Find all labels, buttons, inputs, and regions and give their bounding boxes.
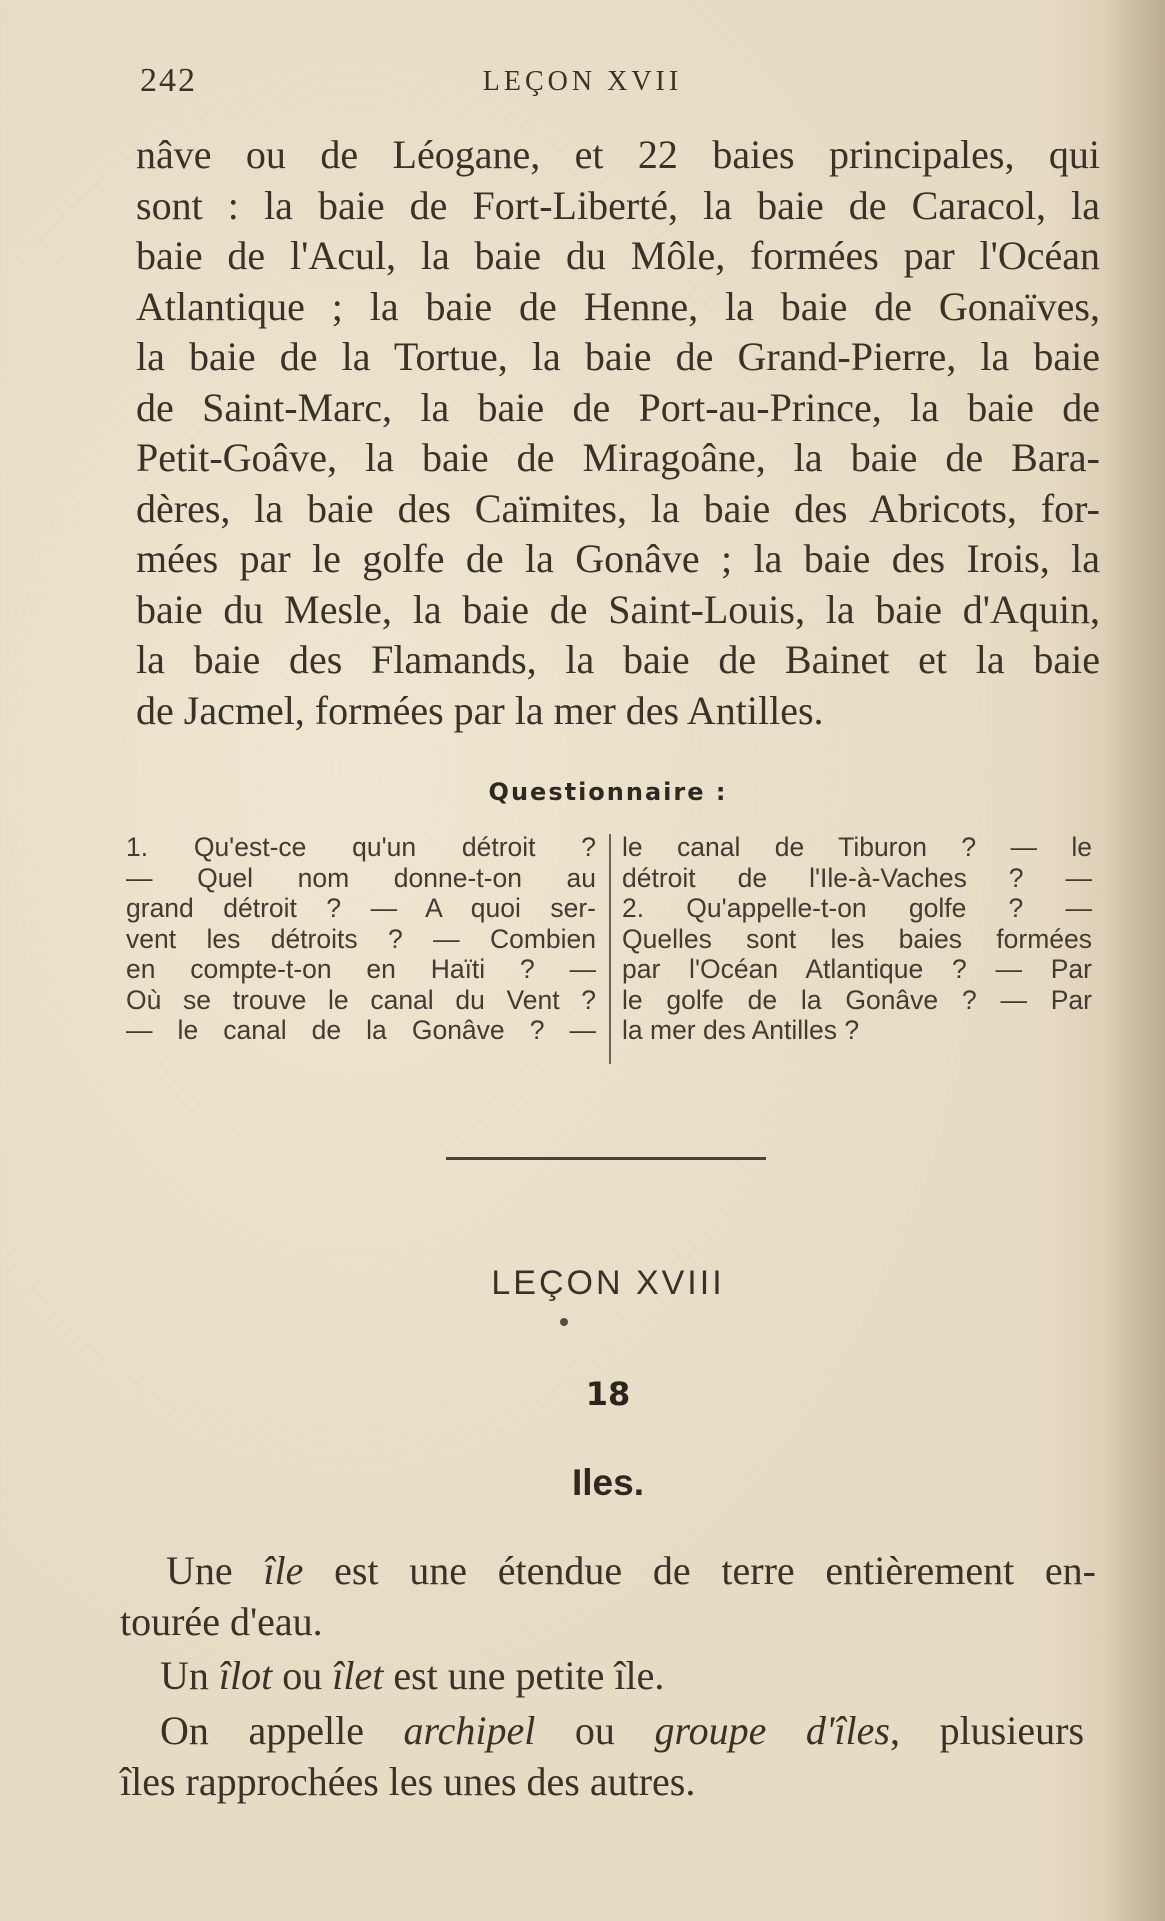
definition-ile-continued: tourée d'eau. xyxy=(120,1599,323,1644)
definition-ilot xyxy=(160,1651,664,1702)
question-line: par l'Océan Atlantique ? — Par xyxy=(622,954,1092,984)
question-line: en compte-t-on en Haïti ? — xyxy=(126,954,596,984)
ornament-dot xyxy=(560,1318,568,1326)
question-line: — le canal de la Gonâve ? — xyxy=(126,1015,596,1045)
question-line: le canal de Tiburon ? — le xyxy=(622,832,1092,862)
body-line: Petit-Goâve, la baie de Miragoâne, la baie de Bara- xyxy=(136,435,1100,480)
body-line: de Saint-Marc, la baie de Port-au-Prince, la baie de xyxy=(136,384,1100,430)
term-ile: île xyxy=(263,1548,304,1593)
question-line: vent les détroits ? — Combien xyxy=(126,923,596,954)
body-line: sont : la baie de Fort-Liberté, la baie de Caracol, la xyxy=(136,182,1100,228)
body-line: Atlantique ; la baie de Henne, la baie de Gonaïves, xyxy=(136,283,1100,329)
column-divider xyxy=(609,834,611,1064)
term-ilot: îlot xyxy=(218,1653,273,1698)
running-header xyxy=(0,62,1165,112)
questionnaire-left-column xyxy=(126,832,596,1046)
question-line: — Quel nom donne-t-on au xyxy=(126,862,596,893)
body-line: baie de l'Acul, la baie du Môle, formées par l'Océan xyxy=(136,233,1100,278)
question-line: Où se trouve le canal du Vent ? xyxy=(126,984,596,1015)
question-line: la mer des Antilles ? xyxy=(622,1015,860,1045)
term-ilet: îlet xyxy=(332,1653,384,1698)
body-paragraph xyxy=(136,130,1100,736)
text-run: Une xyxy=(166,1548,264,1593)
question-line: le golfe de la Gonâve ? — Par xyxy=(622,984,1092,1015)
text-run: , plusieurs xyxy=(890,1708,1085,1753)
body-line: la baie de la Tortue, la baie de Grand-Pierre, la baie xyxy=(136,334,1100,379)
body-line: mées par le golfe de la Gonâve ; la baie des Irois, la xyxy=(136,536,1100,581)
lesson-title: LEÇON XVIII xyxy=(491,1264,725,1302)
questionnaire xyxy=(126,832,1100,1076)
term-groupe-iles: groupe d'îles xyxy=(654,1708,890,1753)
definition-archipel-continued: îles rapprochées les unes des autres. xyxy=(120,1759,696,1804)
question-line: détroit de l'Ile-à-Vaches ? — xyxy=(622,862,1092,893)
question-line: grand détroit ? — A quoi ser- xyxy=(126,893,596,923)
page-number: 242 xyxy=(140,62,197,99)
term-archipel: archipel xyxy=(403,1708,536,1753)
running-title: LEÇON XVII xyxy=(482,66,683,97)
section-heading: Iles. xyxy=(572,1462,644,1503)
body-line: baie du Mesle, la baie de Saint-Louis, la baie d'Aquin, xyxy=(136,586,1100,632)
text-run: est une étendue de terre entièrement en- xyxy=(303,1548,1096,1593)
text-run: ou xyxy=(272,1653,333,1698)
lesson-number: 18 xyxy=(585,1375,631,1413)
definition-archipel xyxy=(160,1706,1084,1757)
question-line: 1. Qu'est-ce qu'un détroit ? xyxy=(126,832,596,862)
body-line: dères, la baie des Caïmites, la baie des Abricots, for- xyxy=(136,485,1100,531)
question-line: 2. Qu'appelle-t-on golfe ? — xyxy=(622,893,1092,923)
text-run: est une petite île. xyxy=(383,1653,665,1698)
text-run: Un xyxy=(160,1653,219,1698)
section-rule xyxy=(446,1157,766,1160)
questionnaire-heading: Questionnaire : xyxy=(488,778,728,806)
questionnaire-right-column xyxy=(622,832,1092,1046)
question-line: Quelles sont les baies formées xyxy=(622,923,1092,954)
definition-ile xyxy=(166,1546,1096,1597)
body-line: la baie des Flamands, la baie de Bainet et la baie xyxy=(136,637,1100,682)
text-run: ou xyxy=(535,1708,655,1753)
body-line: de Jacmel, formées par la mer des Antilles. xyxy=(136,687,824,733)
text-run: On appelle xyxy=(160,1708,404,1753)
body-line: nâve ou de Léogane, et 22 baies principales, qui xyxy=(136,132,1100,177)
page-edge-shadow xyxy=(1105,0,1165,1921)
